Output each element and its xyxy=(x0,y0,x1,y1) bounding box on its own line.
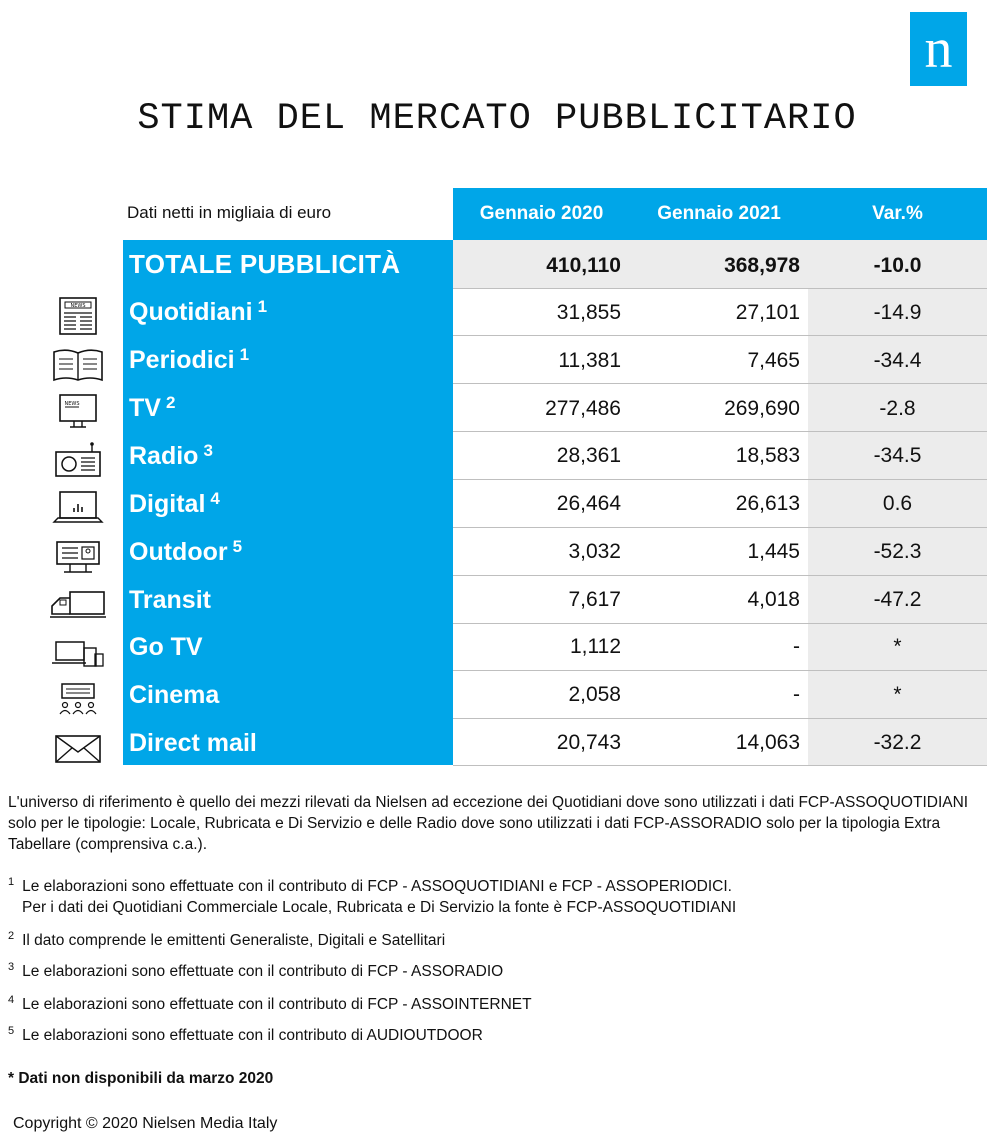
total-label: TOTALE PUBBLICITÀ xyxy=(129,249,401,279)
total-var-value: -10.0 xyxy=(873,254,922,277)
cell-2020: 26,464 xyxy=(556,492,621,515)
universe-note: L'universo di riferimento è quello dei mezzi rilevati da Nielsen ad eccezione dei Quotidiani dove sono utilizzati i dati FCP-ASSOQUOTIDIANI solo per le tipologie: Locale, Rubricata e Di Servizio e delle Radio dove sono utilizzati i dati FCP-ASSORADIO solo per la tipologia Extra Tabellare (comprensiva c.a.). xyxy=(8,794,969,853)
row-label-digital: Digital $^4$ xyxy=(129,489,220,518)
row-divider xyxy=(453,670,987,671)
row-label-radio: Radio $^3$ xyxy=(129,441,213,470)
cell-2021: 269,690 xyxy=(724,397,800,420)
row-label-periodici: Periodici $^1$ xyxy=(129,345,250,374)
footnote-1-continued: Per i dati dei Quotidiani Commerciale Locale, Rubricata e Di Servizio la fonte è FCP-ASSOQUOTIDIANI xyxy=(22,899,737,916)
nielsen-logo: n xyxy=(910,12,967,86)
cell-2020: 2,058 xyxy=(568,683,621,706)
row-divider xyxy=(453,431,987,432)
row-label-go-tv: Go TV xyxy=(129,633,203,661)
cell-2021: 1,445 xyxy=(747,540,800,563)
row-label-transit: Transit xyxy=(129,586,211,614)
laptop-icon xyxy=(48,488,108,528)
cell-var: -52.3 xyxy=(873,540,922,563)
newspaper-icon xyxy=(48,296,108,336)
row-divider xyxy=(453,335,987,336)
cell-var: * xyxy=(893,635,902,658)
cell-2021: 18,583 xyxy=(735,444,800,467)
footnote-4: $^4$ Le elaborazioni sono effettuate con il contributo di FCP - ASSOINTERNET xyxy=(8,994,532,1013)
cell-var: -47.2 xyxy=(873,588,922,611)
cell-2020: 1,112 xyxy=(570,635,621,658)
no-data-note: * Dati non disponibili da marzo 2020 xyxy=(8,1070,274,1087)
magazine-icon xyxy=(48,344,108,384)
footnote-3: $^3$ Le elaborazioni sono effettuate con il contributo di FCP - ASSORADIO xyxy=(8,961,504,980)
row-label-outdoor: Outdoor $^5$ xyxy=(129,537,243,566)
column-header-2021: Gennaio 2021 xyxy=(630,188,808,240)
cell-var: -14.9 xyxy=(873,301,922,324)
cell-2020: 277,486 xyxy=(545,397,621,420)
row-label-cinema: Cinema xyxy=(129,681,220,709)
tv-icon xyxy=(48,392,108,432)
row-divider xyxy=(453,718,987,719)
row-divider xyxy=(453,479,987,480)
page-title: STIMA DEL MERCATO PUBBLICITARIO xyxy=(137,98,857,140)
cell-var: -34.5 xyxy=(873,444,922,467)
cell-2021: 7,465 xyxy=(747,349,800,372)
column-header-var: Var.% xyxy=(808,188,987,240)
row-divider xyxy=(453,765,987,766)
cell-2021: 14,063 xyxy=(735,731,800,754)
total-2021-value: 368,978 xyxy=(724,254,800,277)
devices-icon xyxy=(48,632,108,672)
billboard-icon xyxy=(48,536,108,576)
footnote-2: $^2$ Il dato comprende le emittenti Generaliste, Digitali e Satellitari xyxy=(8,930,446,949)
cinema-icon xyxy=(48,680,108,720)
cell-2020: 11,381 xyxy=(558,349,621,372)
cell-var: -32.2 xyxy=(873,731,922,754)
row-label-direct-mail: Direct mail xyxy=(129,729,257,757)
radio-icon xyxy=(48,440,108,480)
cell-2021: - xyxy=(793,635,800,658)
truck-icon xyxy=(48,584,108,624)
footnote-5: $^5$ Le elaborazioni sono effettuate con il contributo di AUDIOUTDOOR xyxy=(8,1025,483,1044)
row-divider xyxy=(453,575,987,576)
cell-2020: 3,032 xyxy=(568,540,621,563)
cell-var: -34.4 xyxy=(873,349,922,372)
svg-text:NEWS: NEWS xyxy=(70,303,86,309)
cell-2020: 28,361 xyxy=(556,444,621,467)
copyright: Copyright © 2020 Nielsen Media Italy xyxy=(13,1115,278,1132)
cell-var: 0.6 xyxy=(882,492,913,515)
column-header-2020: Gennaio 2020 xyxy=(453,188,630,240)
cell-2021: 26,613 xyxy=(735,492,800,515)
cell-2021: 27,101 xyxy=(735,301,800,324)
cell-2020: 7,617 xyxy=(568,588,621,611)
row-divider xyxy=(453,527,987,528)
svg-text:NEWS: NEWS xyxy=(64,401,80,407)
cell-2020: 20,743 xyxy=(556,731,621,754)
row-label-tv: TV $^2$ xyxy=(129,393,176,422)
cell-2021: - xyxy=(793,683,800,706)
total-2020-value: 410,110 xyxy=(546,254,621,277)
cell-2020: 31,855 xyxy=(556,301,621,324)
row-divider xyxy=(453,383,987,384)
units-label: Dati netti in migliaia di euro xyxy=(127,203,332,222)
cell-var: * xyxy=(893,683,902,706)
footnote-1: $^1$ Le elaborazioni sono effettuate con il contributo di FCP - ASSOQUOTIDIANI e FCP - ASSOPERIODICI. xyxy=(8,876,732,895)
cell-2021: 4,018 xyxy=(747,588,800,611)
envelope-icon xyxy=(48,728,108,768)
cell-var: -2.8 xyxy=(879,397,916,420)
row-divider xyxy=(453,288,987,289)
row-label-quotidiani: Quotidiani $^1$ xyxy=(129,297,268,326)
row-divider xyxy=(453,623,987,624)
